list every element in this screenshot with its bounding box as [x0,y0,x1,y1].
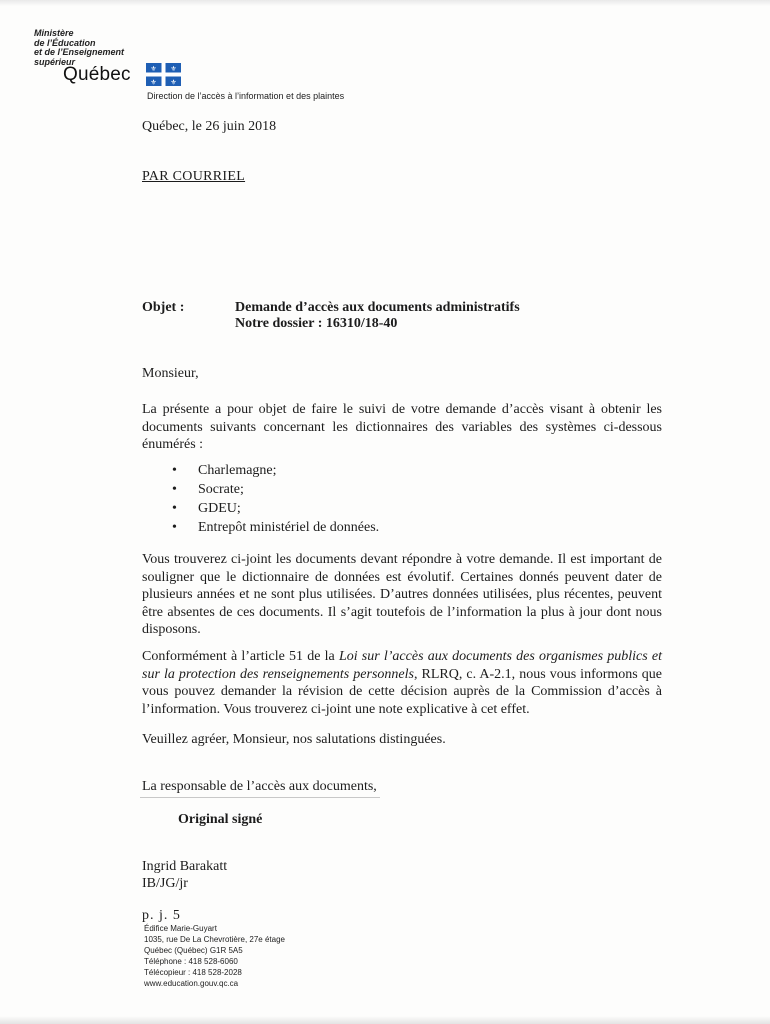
enclosures: p. j. 5 [142,908,181,923]
reference-initials: IB/JG/jr [142,876,188,891]
list-item: • Entrepôt ministériel de données. [172,520,380,535]
signature-mention: Original signé [178,812,263,827]
ministry-name: Ministère de l’Éducation et de l’Enseignement supérieur [34,28,125,67]
subject-label: Objet : [142,300,185,315]
systems-list [172,461,379,537]
quebec-wordmark: Québec [63,64,131,85]
file-number: Notre dossier : 16310/18-40 [235,316,398,331]
paragraph-documents: Vous trouverez ci-joint les documents devant répondre à votre demande. Il est important de souligner que le dictionnaire de données est évolutif. Certaines donnés peuvent dater de plusieurs années et ne sont plus utilisées. D’autres données utilisées, plus récentes, peuvent être absentes de ces documents. Il s’agit toutefois de l’information la plus à jour dont nous disposons. [142,552,662,637]
delivery-method: PAR COURRIEL [142,169,246,184]
list-item: • GDEU; [172,501,241,516]
letter-date: Québec, le 26 juin 2018 [142,119,277,134]
signatory-name: Ingrid Barakatt [142,859,228,874]
salutation: Monsieur, [142,366,199,381]
svg-text:⚜: ⚜ [150,65,157,73]
direction-name: Direction de l’accès à l’information et des plaintes [147,91,345,101]
svg-text:⚜: ⚜ [170,65,177,73]
closing-formula: Veuillez agréer, Monsieur, nos salutations distinguées. [142,732,446,747]
paragraph-request: La présente a pour objet de faire le suivi de votre demande d’accès visant à obtenir les documents suivants concernant les dictionnaires des variables des systèmes ci-dessous énumérés : [142,402,662,452]
signature-divider [140,797,380,798]
subject-title: Demande d’accès aux documents administratifs [235,300,520,315]
ministry-address: Édifice Marie-Guyart 1035, rue De La Chevrotière, 27e étage Québec (Québec) G1R 5A5 Téléphone : 418 528-6060 Télécopieur : 418 528-2028 www.education.gouv.qc.ca [144,924,285,988]
quebec-flag-icon [146,63,181,86]
scan-edge-bottom [0,1016,770,1024]
svg-text:⚜: ⚜ [170,78,177,86]
signatory-title: La responsable de l’accès aux documents, [142,779,377,794]
scan-edge-top [0,0,770,6]
list-item: • Charlemagne; [172,463,277,478]
paragraph-review-rights: Conformément à l’article 51 de la Loi sur l’accès aux documents des organismes publics et sur la protection des renseignements personnels, RLRQ, c. A-2.1, nous vous informons que vous pouvez demander la révision de cette décision auprès de la Commission d’accès à l’information. Vous trouverez ci-joint une note explicative à cet effet. [142,649,662,717]
svg-text:⚜: ⚜ [150,78,157,86]
list-item: • Socrate; [172,482,244,497]
